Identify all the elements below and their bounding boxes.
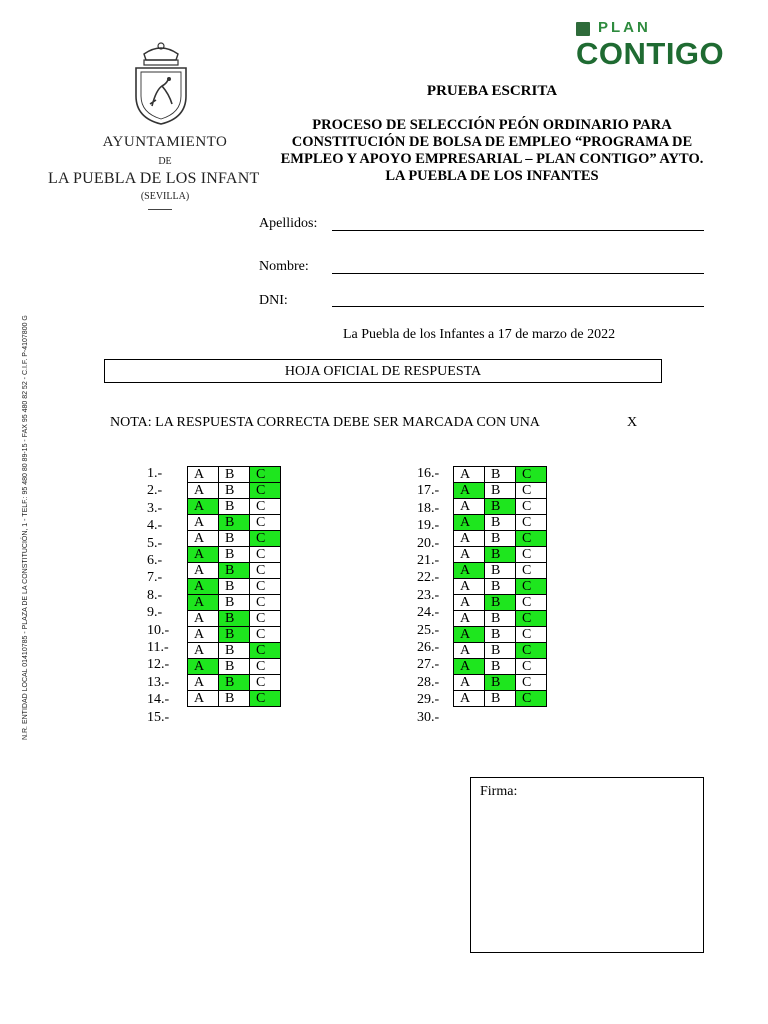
- answer-option-b[interactable]: B: [485, 643, 516, 659]
- answer-row: [454, 643, 547, 659]
- answer-row: [188, 531, 281, 547]
- answer-option-c[interactable]: C: [250, 579, 281, 595]
- answer-option-c[interactable]: C: [250, 547, 281, 563]
- answer-row: [188, 659, 281, 675]
- answer-option-b[interactable]: B: [485, 515, 516, 531]
- answer-option-a[interactable]: A: [454, 547, 485, 563]
- answer-option-b[interactable]: B: [219, 467, 250, 483]
- answer-row: [188, 547, 281, 563]
- question-number: 27.-: [417, 657, 440, 673]
- answer-option-a[interactable]: A: [188, 611, 219, 627]
- answer-option-b[interactable]: B: [485, 659, 516, 675]
- answer-option-c[interactable]: C: [516, 627, 547, 643]
- municipality-province: (SEVILLA): [140, 191, 190, 202]
- municipal-crest-icon: [122, 40, 200, 126]
- answer-option-c[interactable]: C: [516, 563, 547, 579]
- question-number: 7.-: [147, 570, 163, 586]
- answer-row: [188, 595, 281, 611]
- answer-option-b[interactable]: B: [219, 643, 250, 659]
- answer-option-c[interactable]: C: [516, 659, 547, 675]
- municipality-town: LA PUEBLA DE LOS INFANT: [48, 170, 260, 187]
- instruction-note: NOTA: LA RESPUESTA CORRECTA DEBE SER MARCADA CON UNA: [110, 415, 540, 430]
- answer-option-c[interactable]: C: [250, 611, 281, 627]
- question-number: 20.-: [417, 535, 440, 551]
- answer-option-c[interactable]: C: [516, 595, 547, 611]
- answer-row: [454, 467, 547, 483]
- municipality-connector: DE: [158, 156, 172, 167]
- answer-option-b[interactable]: B: [219, 627, 250, 643]
- answer-option-b[interactable]: B: [485, 499, 516, 515]
- question-number: 19.-: [417, 518, 440, 534]
- signature-label: Firma:: [480, 784, 518, 799]
- question-number: 12.-: [147, 657, 170, 673]
- question-number: 13.-: [147, 674, 170, 690]
- answer-row: [454, 627, 547, 643]
- answer-row: [188, 643, 281, 659]
- question-number: 30.-: [417, 709, 440, 725]
- answer-option-a[interactable]: A: [454, 675, 485, 691]
- dni-label: DNI:: [259, 293, 288, 308]
- answer-option-a[interactable]: A: [188, 547, 219, 563]
- instruction-mark: X: [627, 415, 638, 430]
- answer-option-a[interactable]: A: [188, 579, 219, 595]
- answer-option-c[interactable]: C: [250, 499, 281, 515]
- question-number: 16.-: [417, 466, 440, 481]
- answer-option-b[interactable]: B: [485, 531, 516, 547]
- answer-option-b[interactable]: B: [485, 595, 516, 611]
- answer-row: [188, 483, 281, 499]
- answer-option-c[interactable]: C: [516, 643, 547, 659]
- answer-option-c[interactable]: C: [250, 691, 281, 707]
- brand-prefix: PLAN: [598, 19, 651, 36]
- answer-option-b[interactable]: B: [219, 547, 250, 563]
- question-number: 3.-: [147, 500, 163, 516]
- answer-option-a[interactable]: A: [454, 627, 485, 643]
- answer-table: [453, 466, 547, 707]
- question-number: 25.-: [417, 622, 440, 638]
- answer-option-c[interactable]: C: [516, 499, 547, 515]
- answer-row: [454, 531, 547, 547]
- answer-option-b[interactable]: B: [219, 483, 250, 499]
- answer-option-c[interactable]: C: [250, 515, 281, 531]
- answer-option-c[interactable]: C: [516, 515, 547, 531]
- answer-row: [188, 627, 281, 643]
- answer-option-a[interactable]: A: [454, 499, 485, 515]
- answer-option-a[interactable]: A: [454, 579, 485, 595]
- answer-option-b[interactable]: B: [485, 691, 516, 707]
- divider: [148, 209, 172, 210]
- subtitle-line: PROCESO DE SELECCIÓN PEÓN ORDINARIO PARA: [312, 117, 672, 133]
- answer-option-c[interactable]: C: [516, 611, 547, 627]
- question-number: 4.-: [147, 518, 163, 534]
- answer-option-a[interactable]: A: [454, 595, 485, 611]
- answer-row: [188, 563, 281, 579]
- question-number: 11.-: [147, 640, 169, 655]
- answer-row: [454, 563, 547, 579]
- municipality-name: AYUNTAMIENTO: [102, 134, 228, 150]
- answer-option-b[interactable]: B: [219, 675, 250, 691]
- answer-option-c[interactable]: C: [516, 691, 547, 707]
- answer-option-b[interactable]: B: [219, 659, 250, 675]
- answer-row: [454, 691, 547, 707]
- answer-option-c[interactable]: C: [250, 467, 281, 483]
- question-number: 26.-: [417, 640, 440, 655]
- brand-badge-icon: [576, 22, 590, 36]
- answer-option-c[interactable]: C: [516, 467, 547, 483]
- answer-option-a[interactable]: A: [454, 659, 485, 675]
- subtitle-line: EMPLEO Y APOYO EMPRESARIAL – PLAN CONTIGO” AYTO.: [280, 151, 704, 167]
- answer-option-a[interactable]: A: [188, 691, 219, 707]
- answer-option-c[interactable]: C: [516, 547, 547, 563]
- answer-table: [187, 466, 281, 707]
- brand-name: CONTIGO: [576, 36, 725, 71]
- answer-row: [188, 515, 281, 531]
- answer-option-b[interactable]: B: [485, 467, 516, 483]
- question-number: 22.-: [417, 570, 440, 586]
- answer-option-b[interactable]: B: [219, 515, 250, 531]
- answer-option-a[interactable]: A: [188, 643, 219, 659]
- answer-option-a[interactable]: A: [454, 515, 485, 531]
- answer-row: [188, 691, 281, 707]
- answer-option-a[interactable]: A: [188, 483, 219, 499]
- question-number: 2.-: [147, 483, 163, 499]
- answer-option-a[interactable]: A: [188, 595, 219, 611]
- official-sheet-title: HOJA OFICIAL DE RESPUESTA: [284, 364, 482, 379]
- answer-option-a[interactable]: A: [188, 627, 219, 643]
- answer-row: [454, 595, 547, 611]
- answer-option-b[interactable]: B: [485, 563, 516, 579]
- answer-option-c[interactable]: C: [516, 531, 547, 547]
- answer-option-a[interactable]: A: [454, 643, 485, 659]
- answer-option-b[interactable]: B: [485, 547, 516, 563]
- answer-option-a[interactable]: A: [454, 691, 485, 707]
- document-subtitle: [250, 117, 734, 185]
- answer-option-c[interactable]: C: [250, 675, 281, 691]
- answer-row: [454, 675, 547, 691]
- question-number: 23.-: [417, 587, 440, 603]
- question-number: 5.-: [147, 535, 163, 551]
- question-number: 21.-: [417, 553, 440, 568]
- answer-option-a[interactable]: A: [454, 531, 485, 547]
- question-number: 15.-: [147, 709, 170, 725]
- answer-row: [188, 675, 281, 691]
- answer-option-c[interactable]: C: [250, 483, 281, 499]
- subtitle-line: LA PUEBLA DE LOS INFANTES: [385, 168, 599, 184]
- question-number: 9.-: [147, 605, 163, 621]
- answer-row: [454, 499, 547, 515]
- nombre-label: Nombre:: [259, 259, 309, 274]
- answer-option-c[interactable]: C: [250, 595, 281, 611]
- question-number: 14.-: [147, 692, 170, 708]
- question-number: 24.-: [417, 605, 440, 621]
- question-number: 28.-: [417, 674, 440, 690]
- answer-row: [454, 515, 547, 531]
- answer-option-c[interactable]: C: [516, 675, 547, 691]
- answer-option-b[interactable]: B: [219, 691, 250, 707]
- answer-option-b[interactable]: B: [485, 483, 516, 499]
- answer-option-a[interactable]: A: [188, 563, 219, 579]
- answer-option-b[interactable]: B: [219, 563, 250, 579]
- answer-option-c[interactable]: C: [250, 643, 281, 659]
- answer-row: [454, 659, 547, 675]
- answer-option-c[interactable]: C: [250, 531, 281, 547]
- question-number: 8.-: [147, 587, 163, 603]
- dni-field[interactable]: [332, 306, 704, 307]
- answer-option-c[interactable]: C: [516, 483, 547, 499]
- answer-option-b[interactable]: B: [219, 499, 250, 515]
- answer-row: [454, 579, 547, 595]
- question-number: 1.-: [147, 466, 163, 481]
- answer-option-c[interactable]: C: [250, 627, 281, 643]
- answer-row: [188, 499, 281, 515]
- plan-contigo-logo: [576, 20, 746, 72]
- question-number: 17.-: [417, 483, 440, 499]
- answer-row: [188, 467, 281, 483]
- apellidos-label: Apellidos:: [259, 216, 318, 231]
- nombre-field[interactable]: [332, 273, 704, 274]
- signature-box[interactable]: [470, 777, 704, 953]
- answer-option-a[interactable]: A: [454, 467, 485, 483]
- apellidos-field[interactable]: [332, 230, 704, 231]
- answer-option-b[interactable]: B: [485, 611, 516, 627]
- answer-row: [188, 579, 281, 595]
- page-title: PRUEBA ESCRITA: [426, 83, 558, 99]
- answer-option-a[interactable]: A: [188, 499, 219, 515]
- date-line: La Puebla de los Infantes a 17 de marzo de 2022: [343, 327, 616, 342]
- answer-option-b[interactable]: B: [219, 579, 250, 595]
- answer-option-b[interactable]: B: [485, 579, 516, 595]
- answer-option-c[interactable]: C: [250, 563, 281, 579]
- question-number: 29.-: [417, 692, 440, 708]
- answer-row: [454, 483, 547, 499]
- answer-option-a[interactable]: A: [454, 483, 485, 499]
- question-number: 10.-: [147, 622, 170, 638]
- side-registration-text: N.R. ENTIDAD LOCAL 01410785 - PLAZA DE LA CONSTITUCIÓN, 1 - TELF.: 95 480 80 89-15 - FAX 95 480 82 52 - C.I.F. P-4107800 G: [22, 315, 29, 740]
- answer-option-a[interactable]: A: [454, 611, 485, 627]
- subtitle-line: CONSTITUCIÓN DE BOLSA DE EMPLEO “PROGRAMA DE: [291, 134, 693, 150]
- answer-option-a[interactable]: A: [188, 531, 219, 547]
- answer-option-a[interactable]: A: [188, 659, 219, 675]
- answer-option-c[interactable]: C: [516, 579, 547, 595]
- official-sheet-banner: [104, 359, 662, 383]
- answer-row: [454, 547, 547, 563]
- answer-row: [188, 611, 281, 627]
- answer-option-b[interactable]: B: [485, 627, 516, 643]
- answer-row: [454, 611, 547, 627]
- answer-option-b[interactable]: B: [219, 595, 250, 611]
- answer-option-c[interactable]: C: [250, 659, 281, 675]
- answer-option-b[interactable]: B: [219, 531, 250, 547]
- answer-option-a[interactable]: A: [188, 467, 219, 483]
- answer-option-b[interactable]: B: [219, 611, 250, 627]
- answer-option-a[interactable]: A: [188, 515, 219, 531]
- question-number: 6.-: [147, 553, 163, 568]
- answer-option-b[interactable]: B: [485, 675, 516, 691]
- answer-option-a[interactable]: A: [188, 675, 219, 691]
- answer-option-a[interactable]: A: [454, 563, 485, 579]
- question-number: 18.-: [417, 500, 440, 516]
